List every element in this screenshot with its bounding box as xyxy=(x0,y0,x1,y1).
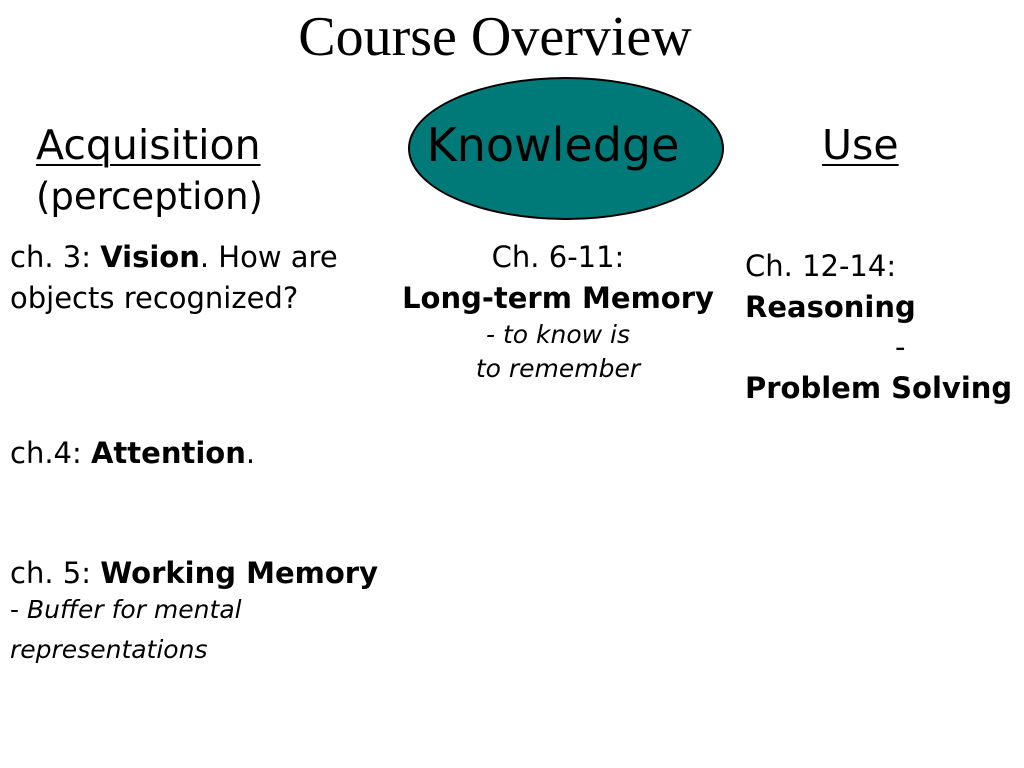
knowledge-topic: Long-term Memory xyxy=(402,281,714,315)
use-chapters: Ch. 12-14: xyxy=(745,249,897,283)
vision-item xyxy=(10,237,338,278)
working-memory-note-line2: representations xyxy=(10,635,208,664)
working-memory-note1: Buffer for mental xyxy=(26,595,242,624)
vision-question-part2: objects recognized? xyxy=(10,281,299,315)
knowledge-chapters: Ch. 6-11: xyxy=(491,240,625,274)
knowledge-note-line2: to remember xyxy=(475,354,641,383)
vision-topic: Vision xyxy=(100,240,200,274)
working-memory-topic: Working Memory xyxy=(100,556,378,590)
acquisition-subheading: (perception) xyxy=(36,175,263,218)
use-heading: Use xyxy=(822,121,899,169)
working-memory-chapter: ch. 5: xyxy=(10,556,101,590)
vision-question-part1: . How are xyxy=(199,240,338,274)
attention-item xyxy=(10,433,255,474)
working-memory-dash: - xyxy=(10,595,27,624)
working-memory-note-line1 xyxy=(10,593,242,627)
attention-topic: Attention xyxy=(90,436,246,470)
attention-chapter: ch.4: xyxy=(10,436,91,470)
use-dash: - xyxy=(895,330,906,364)
vision-chapter: ch. 3: xyxy=(10,240,101,274)
slide-title: Course Overview xyxy=(298,6,692,68)
acquisition-heading: Acquisition xyxy=(36,121,261,169)
attention-period: . xyxy=(245,436,256,470)
knowledge-heading: Knowledge xyxy=(426,118,680,172)
use-topic-reasoning: Reasoning xyxy=(745,290,916,324)
use-topic-problem-solving: Problem Solving xyxy=(745,371,1013,405)
working-memory-item xyxy=(10,553,378,594)
knowledge-note-line1: - to know is xyxy=(486,320,630,349)
